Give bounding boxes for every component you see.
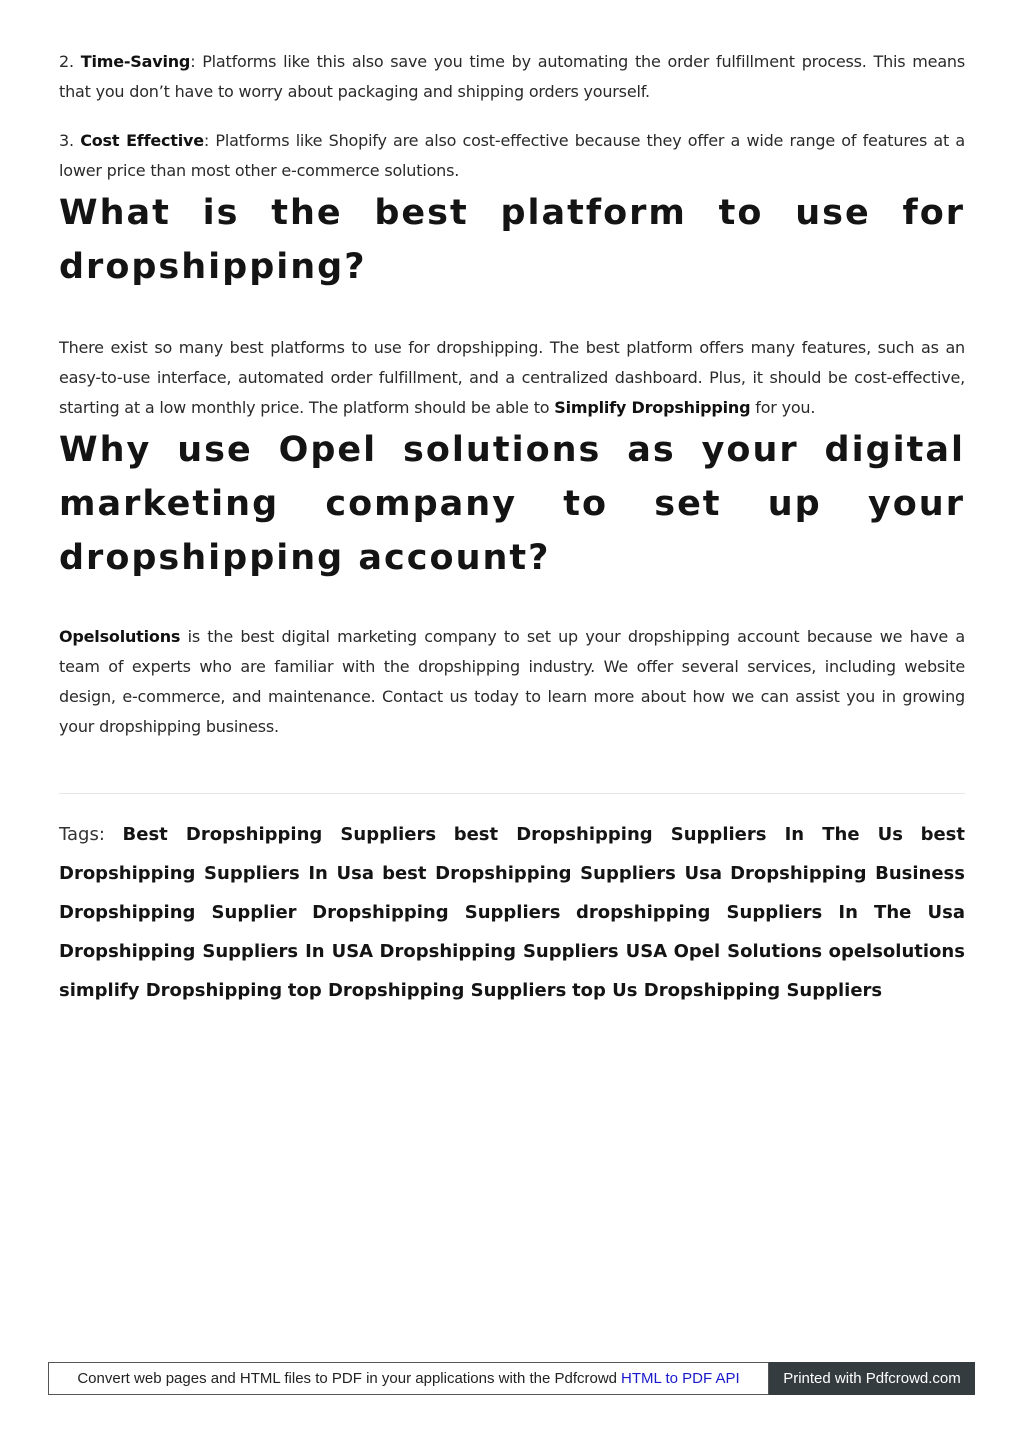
point-title: Cost Effective: [80, 131, 204, 150]
html-to-pdf-api-link[interactable]: HTML to PDF API: [621, 1370, 740, 1387]
printed-with-badge[interactable]: Printed with Pdfcrowd.com: [769, 1362, 975, 1395]
paragraph-text: is the best digital marketing company to set up your dropshipping account because we have a team of experts who are familiar with the dropshipping industry. We offer several services, including website design, e-commerce, and maintenance. Contact us today to learn more about how we can assist you in growing your dropshipping business.: [59, 627, 965, 736]
why-opel-heading: Why use Opel solutions as your digital marketing company to set up your dropshipping account?: [59, 430, 965, 578]
tag-link[interactable]: Dropshipping Suppliers In USA: [59, 941, 374, 962]
tag-link[interactable]: Dropshipping Suppliers USA: [379, 941, 668, 962]
tag-link[interactable]: best Dropshipping Suppliers In Usa: [59, 824, 965, 884]
pdfcrowd-footer: [48, 1362, 975, 1395]
footer-convert-text: Convert web pages and HTML files to PDF in your applications with the Pdfcrowd: [77, 1370, 618, 1387]
best-platform-heading: What is the best platform to use for dropshipping?: [59, 193, 965, 287]
point-title: Time-Saving: [80, 52, 191, 71]
tag-link[interactable]: Dropshipping Business: [730, 863, 965, 884]
article-content: [59, 44, 965, 1010]
point-number: 3.: [59, 131, 74, 150]
paragraph-text: for you.: [750, 398, 816, 417]
point-number: 2.: [59, 52, 74, 71]
tag-link[interactable]: top Us Dropshipping Suppliers: [572, 980, 883, 1001]
tag-link[interactable]: dropshipping Suppliers In The Usa: [576, 902, 965, 923]
paragraph-text: There exist so many best platforms to use for dropshipping. The best platform offers many features, such as an easy-to-use interface, automated order fulfillment, and a centralized dashboard. Plus, it should be cost-effective, starting at a low monthly price. The platform should be able to: [59, 338, 965, 417]
divider: [59, 793, 965, 794]
tag-link[interactable]: Dropshipping Supplier: [59, 902, 297, 923]
tag-link[interactable]: opelsolutions: [828, 941, 965, 962]
opelsolutions-bold: Opelsolutions: [59, 627, 181, 646]
simplify-dropshipping-bold: Simplify Dropshipping: [554, 398, 751, 417]
point-text: : Platforms like Shopify are also cost-effective because they offer a wide range of features at a lower price than most other e-commerce solutions.: [59, 131, 966, 180]
tag-link[interactable]: best Dropshipping Suppliers In The Us: [453, 824, 903, 845]
tag-link[interactable]: Best Dropshipping Suppliers: [122, 824, 437, 845]
why-opel-paragraph: [59, 622, 965, 742]
tags-list: [59, 815, 965, 1010]
best-platform-paragraph: [59, 333, 965, 423]
footer-convert-notice: [48, 1362, 769, 1395]
tag-link[interactable]: best Dropshipping Suppliers Usa: [382, 863, 722, 884]
cost-effective-point: [59, 126, 965, 186]
tag-link[interactable]: Dropshipping Suppliers: [312, 902, 561, 923]
point-text: : Platforms like this also save you time by automating the order fulfillment process. This means that you don’t have to worry about packaging and shipping orders yourself.: [59, 52, 965, 101]
time-saving-point: [59, 47, 965, 107]
tag-link[interactable]: top Dropshipping Suppliers: [287, 980, 567, 1001]
tag-link[interactable]: Opel Solutions: [673, 941, 823, 962]
tag-link[interactable]: simplify Dropshipping: [59, 980, 283, 1001]
tags-label: Tags:: [59, 824, 105, 845]
